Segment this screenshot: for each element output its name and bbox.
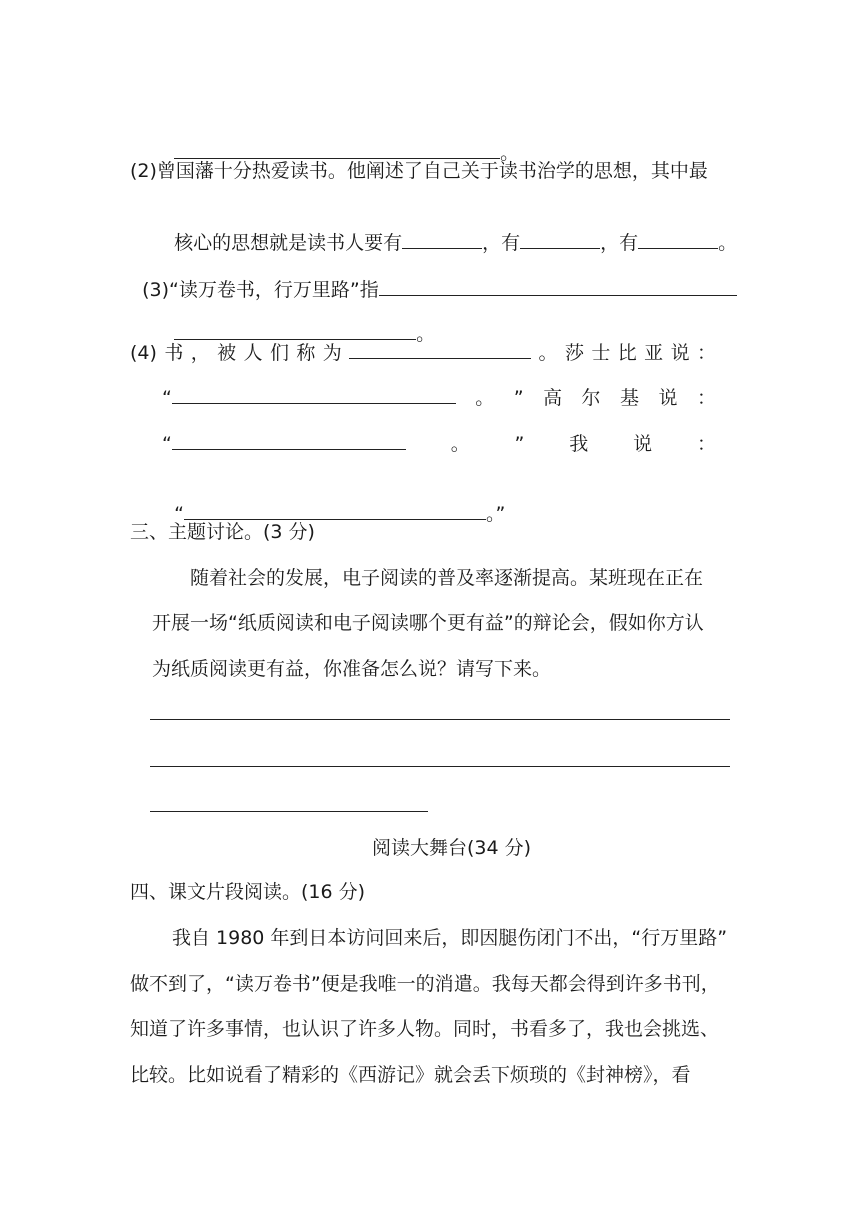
q3-text: (3)“读万卷书，行万里路”指 xyxy=(142,279,379,301)
section3-paragraph-line3: 为纸质阅读更有益，你准备怎么说？请写下来。 xyxy=(152,658,552,680)
q4-char: ” xyxy=(514,433,525,455)
q4-char: 。 xyxy=(475,387,495,409)
section4-title: 四、课文片段阅读。(16 分) xyxy=(130,881,366,903)
section4-paragraph-line1: 我自 1980 年到日本访问回来后，即因腿伤闭门不出，“行万里路” xyxy=(172,927,728,949)
q4-char: ” xyxy=(513,387,524,409)
q3-tail: 。 xyxy=(416,323,436,345)
q4-char: 们 xyxy=(269,342,289,364)
answer-line-1[interactable] xyxy=(150,719,730,720)
section4-paragraph-line2: 做不到了，“读万卷书”便是我唯一的消遣。我每天都会得到许多书刊， xyxy=(130,973,720,995)
q4-char: ： xyxy=(696,387,716,409)
q3-blank-2[interactable] xyxy=(174,321,416,340)
q4-char: ： xyxy=(696,342,716,364)
q4-char: 。 xyxy=(450,433,470,455)
q1-tail: 。 xyxy=(500,142,520,164)
q4-char: ： xyxy=(696,433,716,455)
open-quote: “ xyxy=(162,387,172,409)
q4-char: 士 xyxy=(591,342,611,364)
q3-line1 xyxy=(130,253,737,302)
q3-blank-1[interactable] xyxy=(379,277,737,296)
q4-char: 。 xyxy=(538,342,558,364)
q2-text-a: 核心的思想就是读书人要有 xyxy=(174,232,403,254)
q4-char: 我 xyxy=(569,433,589,455)
section3-paragraph-line2: 开展一场“纸质阅读和电子阅读哪个更有益”的辩论会，假如你方认 xyxy=(152,612,704,634)
q4-char: ， xyxy=(190,342,210,364)
q4-char: 说 xyxy=(633,433,653,455)
answer-line-3[interactable] xyxy=(150,811,428,812)
q4-row3 xyxy=(162,431,716,456)
q2-text-b: ，有 xyxy=(482,232,521,254)
q4-char: 为 xyxy=(322,342,342,364)
q1-blank[interactable] xyxy=(174,140,500,159)
q4-char: 说 xyxy=(670,342,690,364)
answer-line-2[interactable] xyxy=(150,766,730,767)
q4-row4 xyxy=(162,477,505,526)
q2-text-c: ，有 xyxy=(600,232,639,254)
open-quote: “ xyxy=(162,433,172,455)
section4-paragraph-line3: 知道了许多事情，也认识了许多人物。同时，书看多了，我也会挑选、 xyxy=(130,1018,720,1040)
q1-answer-line xyxy=(162,116,519,165)
q2-text-d: 。 xyxy=(718,232,738,254)
q4-row1 xyxy=(130,340,716,365)
q4-char: 称 xyxy=(296,342,316,364)
q2-blank-2[interactable] xyxy=(520,230,600,249)
q4-char: 亚 xyxy=(644,342,664,364)
q4-char: 被 xyxy=(217,342,237,364)
q4-row2 xyxy=(162,385,716,410)
q4-blank-3[interactable] xyxy=(172,431,406,450)
q2-line1: (2)曾国藩十分热爱读书。他阐述了自己关于读书治学的思想，其中最 xyxy=(130,160,708,182)
q4-char: 尔 xyxy=(581,387,601,409)
section4-paragraph-line4: 比较。比如说看了精彩的《西游记》就会丢下烦琐的《封神榜》，看 xyxy=(130,1064,691,1086)
section3-title: 三、主题讨论。(3 分) xyxy=(130,521,315,543)
reading-section-header: 阅读大舞台(34 分) xyxy=(372,837,532,859)
q3-line2 xyxy=(162,297,435,346)
q4-char: 高 xyxy=(543,387,563,409)
q4-char: 说 xyxy=(658,387,678,409)
q4-blank-1[interactable] xyxy=(349,340,531,359)
q4-open-quote-group xyxy=(162,385,456,410)
close-quote: 。” xyxy=(485,503,506,525)
section3-paragraph-line1: 随着社会的发展，电子阅读的普及率逐渐提高。某班现在正在 xyxy=(190,567,704,589)
q4-number: (4) xyxy=(130,342,157,364)
q4-blank-2[interactable] xyxy=(172,385,456,404)
q2-blank-3[interactable] xyxy=(638,230,718,249)
q2-blank-1[interactable] xyxy=(402,230,482,249)
q2-line2 xyxy=(162,206,737,255)
q4-char: 比 xyxy=(617,342,637,364)
q4-char: 书 xyxy=(164,342,184,364)
q4-char: 莎 xyxy=(564,342,584,364)
open-quote: “ xyxy=(174,503,184,525)
q4-open-quote-group xyxy=(162,431,406,456)
q4-blank-4[interactable] xyxy=(184,501,486,520)
q4-char: 基 xyxy=(620,387,640,409)
q4-char: 人 xyxy=(243,342,263,364)
